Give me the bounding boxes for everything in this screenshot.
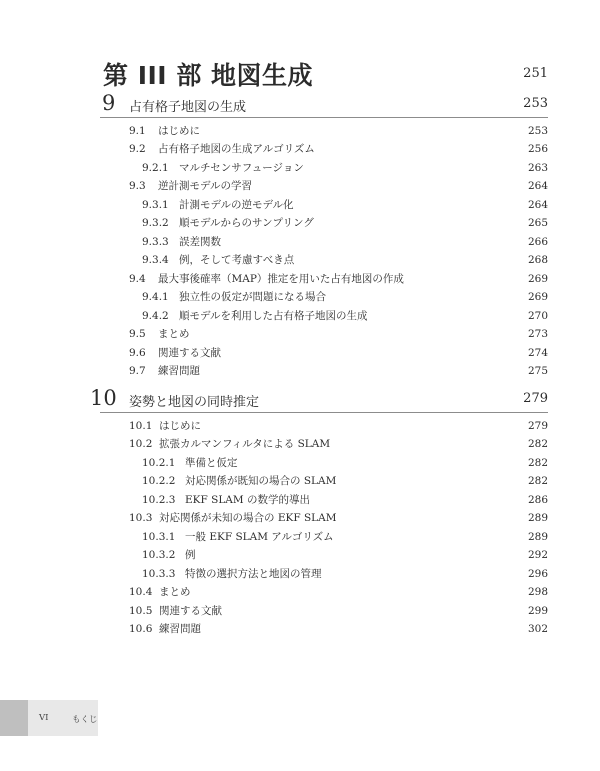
- toc-entry-title: まとめ: [159, 586, 191, 598]
- toc-entry-title: 準備と仮定: [185, 457, 238, 469]
- toc-entry-title: 例: [185, 549, 196, 561]
- toc-entry-page: 270: [527, 310, 548, 322]
- toc-entry-number: 9.2: [129, 143, 146, 155]
- toc-entry-number: 10.2.3: [142, 494, 176, 506]
- toc-entry-title: 特徴の選択方法と地図の管理: [185, 568, 322, 580]
- toc-entry-page: 263: [527, 162, 548, 174]
- toc-entry-number: 9.3.1: [142, 199, 169, 211]
- toc-entry-page: 256: [527, 143, 548, 155]
- toc-entry-title: 計測モデルの逆モデル化: [179, 199, 294, 211]
- toc-entry-title: はじめに: [159, 420, 201, 432]
- toc-entry-number: 10.3: [129, 512, 153, 524]
- toc-entry-number: 9.1: [129, 125, 146, 137]
- toc-entry-page: 282: [527, 475, 548, 487]
- toc-entry-title: 関連する文献: [158, 347, 221, 359]
- chapter-number: 10: [90, 386, 117, 410]
- toc-entry-title: 拡張カルマンフィルタによる SLAM: [159, 438, 331, 450]
- toc-entry-title: 誤差関数: [179, 236, 221, 248]
- toc-entry-title: 練習問題: [159, 623, 201, 635]
- toc-entry-page: 268: [527, 254, 548, 266]
- toc-entry-title: EKF SLAM の数学的導出: [185, 494, 310, 506]
- toc-entry-number: 9.7: [129, 365, 146, 377]
- toc-entry-number: 10.2.1: [142, 457, 176, 469]
- toc-entry-title: 順モデルからのサンプリング: [179, 217, 314, 229]
- toc-entry-page: 273: [527, 328, 548, 340]
- toc-entry-title: 独立性の仮定が問題になる場合: [179, 291, 326, 303]
- toc-entry-page: 299: [527, 605, 548, 617]
- toc-entry-title: はじめに: [158, 125, 200, 137]
- toc-entry-number: 10.3.2: [142, 549, 176, 561]
- toc-entry-page: 292: [527, 549, 548, 561]
- toc-entry-number: 10.3.3: [142, 568, 176, 580]
- toc-entry-number: 10.5: [129, 605, 153, 617]
- footer-section-label: もくじ: [72, 715, 98, 725]
- toc-entry-page: 275: [527, 365, 548, 377]
- toc-entry-page: 269: [527, 273, 548, 285]
- toc-entry-number: 9.4.1: [142, 291, 169, 303]
- toc-entry-title: 関連する文献: [159, 605, 222, 617]
- toc-entry-page: 289: [527, 531, 548, 543]
- toc-entry-page: 286: [527, 494, 548, 506]
- toc-entry-number: 9.6: [129, 347, 146, 359]
- toc-entry-title: 順モデルを利用した占有格子地図の生成: [179, 310, 368, 322]
- part-title: 第 III 部 地図生成: [103, 61, 314, 90]
- toc-entry-page: 266: [527, 236, 548, 248]
- toc-entry-number: 9.2.1: [142, 162, 169, 174]
- toc-entry-page: 269: [527, 291, 548, 303]
- chapter-rule: [100, 117, 548, 118]
- toc-entry-page: 253: [527, 125, 548, 137]
- toc-entry-title: 対応関係が未知の場合の EKF SLAM: [159, 512, 337, 524]
- toc-entry-page: 302: [527, 623, 548, 635]
- footer-tab-bar: [0, 700, 28, 736]
- toc-entry-title: 最大事後確率（MAP）推定を用いた占有地図の作成: [158, 273, 404, 285]
- toc-entry-number: 10.4: [129, 586, 153, 598]
- toc-entry-page: 265: [527, 217, 548, 229]
- part-page-number: 251: [523, 66, 548, 81]
- toc-entry-page: 282: [527, 457, 548, 469]
- toc-entry-number: 10.1: [129, 420, 153, 432]
- toc-entry-page: 289: [527, 512, 548, 524]
- toc-entry-number: 9.5: [129, 328, 146, 340]
- toc-entry-page: 264: [527, 199, 548, 211]
- chapter-rule: [100, 412, 548, 413]
- toc-entry-title: 例，そして考慮すべき点: [179, 254, 295, 266]
- footer-page-number: VI: [39, 713, 49, 723]
- toc-entry-number: 9.4.2: [142, 310, 169, 322]
- toc-entry-title: 対応関係が既知の場合の SLAM: [185, 475, 337, 487]
- chapter-page-number: 279: [523, 391, 548, 406]
- toc-entry-page: 274: [527, 347, 548, 359]
- toc-entry-page: 282: [527, 438, 548, 450]
- toc-entry-number: 9.3: [129, 180, 146, 192]
- toc-entry-number: 9.3.4: [142, 254, 169, 266]
- toc-entry-title: 逆計測モデルの学習: [158, 180, 252, 192]
- toc-entry-title: 占有格子地図の生成アルゴリズム: [158, 143, 315, 155]
- chapter-page-number: 253: [523, 96, 548, 111]
- chapter-number: 9: [102, 91, 116, 115]
- toc-entry-number: 9.4: [129, 273, 146, 285]
- toc-entry-number: 10.6: [129, 623, 153, 635]
- toc-entry-page: 264: [527, 180, 548, 192]
- toc-entry-number: 9.3.2: [142, 217, 169, 229]
- chapter-title: 姿勢と地図の同時推定: [129, 395, 260, 410]
- toc-entry-page: 296: [527, 568, 548, 580]
- toc-entry-number: 10.2.2: [142, 475, 176, 487]
- toc-entry-number: 9.3.3: [142, 236, 169, 248]
- toc-entry-page: 279: [527, 420, 548, 432]
- toc-entry-number: 10.3.1: [142, 531, 176, 543]
- toc-entry-title: 一般 EKF SLAM アルゴリズム: [185, 531, 334, 543]
- toc-entry-title: まとめ: [158, 328, 190, 340]
- toc-entry-page: 298: [527, 586, 548, 598]
- chapter-title: 占有格子地図の生成: [129, 100, 247, 115]
- toc-entry-number: 10.2: [129, 438, 153, 450]
- toc-entry-title: 練習問題: [158, 365, 200, 377]
- toc-entry-title: マルチセンサフュージョン: [179, 162, 304, 174]
